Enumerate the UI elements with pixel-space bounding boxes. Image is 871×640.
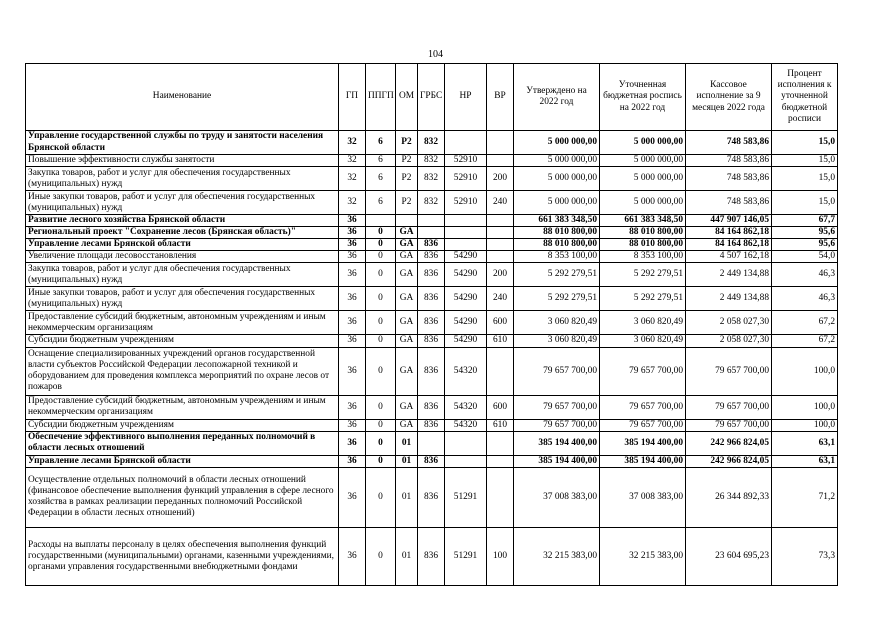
cell-vr: 100	[487, 527, 514, 585]
cell-refined: 3 060 820,49	[600, 311, 686, 335]
col-header-ppgp: ППГП	[366, 64, 396, 131]
cell-refined: 5 000 000,00	[600, 167, 686, 191]
cell-grbs: 836	[418, 419, 445, 431]
cell-nr: 54290	[445, 311, 487, 335]
cell-approved: 385 194 400,00	[514, 431, 600, 455]
cell-refined: 5 292 279,51	[600, 287, 686, 311]
cell-vr	[487, 431, 514, 455]
cell-vr	[487, 215, 514, 227]
col-header-cash: Кассовое исполнение за 9 месяцев 2022 года	[686, 64, 772, 131]
cell-approved: 79 657 700,00	[514, 419, 600, 431]
col-header-grbs: ГРБС	[418, 64, 445, 131]
table-row	[26, 251, 838, 263]
cell-percent: 100,0	[772, 419, 838, 431]
cell-vr	[487, 155, 514, 167]
cell-om: GA	[396, 263, 418, 287]
col-header-vr: ВР	[487, 64, 514, 131]
cell-vr	[487, 455, 514, 467]
cell-name: Субсидии бюджетным учреждениям	[26, 335, 339, 347]
cell-refined: 3 060 820,49	[600, 335, 686, 347]
cell-nr	[445, 431, 487, 455]
cell-ppgp	[366, 215, 396, 227]
cell-refined: 661 383 348,50	[600, 215, 686, 227]
cell-gp: 36	[339, 239, 366, 251]
cell-name: Закупка товаров, работ и услуг для обеспечения государственных (муниципальных) нужд	[26, 167, 339, 191]
cell-name: Предоставление субсидий бюджетным, автономным учреждениям и иным некоммерческим организациям	[26, 311, 339, 335]
cell-cash: 2 058 027,30	[686, 335, 772, 347]
cell-name: Управление государственной службы по труду и занятости населения Брянской области	[26, 131, 339, 155]
cell-name: Иные закупки товаров, работ и услуг для обеспечения государственных (муниципальных) нужд	[26, 191, 339, 215]
cell-refined: 5 000 000,00	[600, 191, 686, 215]
table-row	[26, 191, 838, 215]
cell-vr	[487, 239, 514, 251]
cell-approved: 3 060 820,49	[514, 311, 600, 335]
budget-table	[25, 63, 838, 586]
table-row	[26, 227, 838, 239]
cell-percent: 46,3	[772, 287, 838, 311]
table-row	[26, 335, 838, 347]
cell-ppgp: 0	[366, 455, 396, 467]
cell-approved: 32 215 383,00	[514, 527, 600, 585]
cell-percent: 95,6	[772, 227, 838, 239]
cell-vr: 200	[487, 263, 514, 287]
cell-cash: 2 058 027,30	[686, 311, 772, 335]
cell-name: Развитие лесного хозяйства Брянской области	[26, 215, 339, 227]
cell-nr: 54290	[445, 251, 487, 263]
cell-gp: 36	[339, 287, 366, 311]
cell-refined: 32 215 383,00	[600, 527, 686, 585]
cell-name: Управление лесами Брянской области	[26, 239, 339, 251]
cell-approved: 79 657 700,00	[514, 347, 600, 395]
cell-grbs	[418, 227, 445, 239]
cell-percent: 73,3	[772, 527, 838, 585]
cell-ppgp: 0	[366, 527, 396, 585]
table-row	[26, 131, 838, 155]
cell-cash: 748 583,86	[686, 131, 772, 155]
cell-percent: 67,2	[772, 311, 838, 335]
cell-grbs: 832	[418, 191, 445, 215]
cell-gp: 36	[339, 335, 366, 347]
cell-vr: 240	[487, 287, 514, 311]
cell-grbs: 836	[418, 239, 445, 251]
cell-vr	[487, 131, 514, 155]
cell-om: 01	[396, 527, 418, 585]
cell-nr: 52910	[445, 167, 487, 191]
cell-refined: 5 000 000,00	[600, 155, 686, 167]
cell-name: Предоставление субсидий бюджетным, автономным учреждениям и иным некоммерческим организациям	[26, 395, 339, 419]
cell-gp: 32	[339, 155, 366, 167]
cell-nr	[445, 131, 487, 155]
col-header-refined: Уточненная бюджетная роспись на 2022 год	[600, 64, 686, 131]
cell-refined: 385 194 400,00	[600, 431, 686, 455]
cell-om: GA	[396, 251, 418, 263]
col-header-gp: ГП	[339, 64, 366, 131]
cell-refined: 5 292 279,51	[600, 263, 686, 287]
cell-vr: 600	[487, 395, 514, 419]
cell-name: Обеспечение эффективного выполнения переданных полномочий в области лесных отношений	[26, 431, 339, 455]
cell-ppgp: 0	[366, 431, 396, 455]
table-row	[26, 311, 838, 335]
cell-approved: 5 000 000,00	[514, 131, 600, 155]
cell-percent: 46,3	[772, 263, 838, 287]
cell-grbs: 836	[418, 335, 445, 347]
cell-percent: 63,1	[772, 431, 838, 455]
table-row	[26, 467, 838, 527]
cell-ppgp: 0	[366, 263, 396, 287]
cell-gp: 36	[339, 455, 366, 467]
cell-name: Оснащение специализированных учреждений органов государственной власти субъектов Российской Федерации лесопожарной техникой и оборудованием для проведения комплекса мероприятий по охране лесов от пожаров	[26, 347, 339, 395]
cell-gp: 36	[339, 347, 366, 395]
cell-refined: 88 010 800,00	[600, 239, 686, 251]
cell-grbs: 836	[418, 347, 445, 395]
table-row	[26, 395, 838, 419]
cell-percent: 63,1	[772, 455, 838, 467]
cell-cash: 84 164 862,18	[686, 227, 772, 239]
cell-vr: 600	[487, 311, 514, 335]
cell-grbs: 836	[418, 287, 445, 311]
cell-refined: 385 194 400,00	[600, 455, 686, 467]
cell-gp: 32	[339, 167, 366, 191]
cell-gp: 36	[339, 527, 366, 585]
cell-om: P2	[396, 155, 418, 167]
cell-vr	[487, 227, 514, 239]
cell-percent: 15,0	[772, 155, 838, 167]
cell-grbs: 836	[418, 467, 445, 527]
cell-nr: 54320	[445, 347, 487, 395]
cell-om: GA	[396, 239, 418, 251]
cell-nr: 54290	[445, 335, 487, 347]
cell-percent: 67,7	[772, 215, 838, 227]
cell-ppgp: 6	[366, 167, 396, 191]
cell-nr: 51291	[445, 527, 487, 585]
cell-gp: 36	[339, 431, 366, 455]
cell-vr: 200	[487, 167, 514, 191]
cell-om: 01	[396, 467, 418, 527]
cell-om: P2	[396, 131, 418, 155]
cell-vr	[487, 347, 514, 395]
cell-cash: 23 604 695,23	[686, 527, 772, 585]
col-header-percent: Процент исполнения к уточненной бюджетной росписи	[772, 64, 838, 131]
table-row	[26, 167, 838, 191]
cell-nr	[445, 239, 487, 251]
cell-name: Увеличение площади лесовосстановления	[26, 251, 339, 263]
cell-ppgp: 0	[366, 251, 396, 263]
cell-approved: 88 010 800,00	[514, 227, 600, 239]
cell-gp: 36	[339, 419, 366, 431]
cell-percent: 67,2	[772, 335, 838, 347]
cell-ppgp: 0	[366, 467, 396, 527]
cell-cash: 748 583,86	[686, 167, 772, 191]
col-header-name: Наименование	[26, 64, 339, 131]
cell-approved: 79 657 700,00	[514, 395, 600, 419]
cell-grbs: 836	[418, 527, 445, 585]
col-header-nr: НР	[445, 64, 487, 131]
cell-refined: 79 657 700,00	[600, 347, 686, 395]
table-row	[26, 527, 838, 585]
cell-name: Закупка товаров, работ и услуг для обеспечения государственных (муниципальных) нужд	[26, 263, 339, 287]
cell-vr	[487, 251, 514, 263]
cell-om	[396, 215, 418, 227]
cell-gp: 36	[339, 467, 366, 527]
cell-om: 01	[396, 455, 418, 467]
cell-cash: 2 449 134,88	[686, 263, 772, 287]
cell-grbs: 832	[418, 167, 445, 191]
cell-grbs: 832	[418, 131, 445, 155]
cell-name: Повышение эффективности службы занятости	[26, 155, 339, 167]
table-row	[26, 287, 838, 311]
header-row	[26, 64, 838, 131]
cell-grbs: 836	[418, 455, 445, 467]
cell-approved: 5 000 000,00	[514, 155, 600, 167]
cell-gp: 36	[339, 311, 366, 335]
table-row	[26, 263, 838, 287]
cell-refined: 37 008 383,00	[600, 467, 686, 527]
cell-percent: 100,0	[772, 347, 838, 395]
cell-vr: 610	[487, 335, 514, 347]
cell-approved: 5 000 000,00	[514, 191, 600, 215]
table-row	[26, 419, 838, 431]
cell-nr	[445, 455, 487, 467]
cell-name: Управление лесами Брянской области	[26, 455, 339, 467]
cell-percent: 71,2	[772, 467, 838, 527]
cell-approved: 5 292 279,51	[514, 263, 600, 287]
table-row	[26, 215, 838, 227]
cell-approved: 37 008 383,00	[514, 467, 600, 527]
cell-om: P2	[396, 191, 418, 215]
cell-om: GA	[396, 227, 418, 239]
cell-cash: 2 449 134,88	[686, 287, 772, 311]
table-row	[26, 155, 838, 167]
cell-nr: 54320	[445, 419, 487, 431]
cell-gp: 36	[339, 215, 366, 227]
col-header-approved: Утверждено на 2022 год	[514, 64, 600, 131]
cell-vr: 240	[487, 191, 514, 215]
cell-cash: 447 907 146,05	[686, 215, 772, 227]
cell-refined: 8 353 100,00	[600, 251, 686, 263]
cell-gp: 36	[339, 395, 366, 419]
cell-approved: 3 060 820,49	[514, 335, 600, 347]
cell-nr: 54320	[445, 395, 487, 419]
cell-percent: 54,0	[772, 251, 838, 263]
cell-approved: 88 010 800,00	[514, 239, 600, 251]
cell-name: Расходы на выплаты персоналу в целях обеспечения выполнения функций государственными (муниципальными) органами, казенными учреждениями, органами управления государственными внебюджетными фондами	[26, 527, 339, 585]
cell-nr: 51291	[445, 467, 487, 527]
cell-om: GA	[396, 347, 418, 395]
cell-percent: 15,0	[772, 131, 838, 155]
cell-refined: 79 657 700,00	[600, 395, 686, 419]
cell-om: 01	[396, 431, 418, 455]
table-row	[26, 455, 838, 467]
cell-ppgp: 0	[366, 419, 396, 431]
cell-approved: 385 194 400,00	[514, 455, 600, 467]
cell-grbs: 836	[418, 395, 445, 419]
cell-cash: 79 657 700,00	[686, 419, 772, 431]
cell-gp: 36	[339, 227, 366, 239]
table-row	[26, 431, 838, 455]
cell-cash: 4 507 162,18	[686, 251, 772, 263]
cell-om: P2	[396, 167, 418, 191]
cell-ppgp: 0	[366, 335, 396, 347]
col-header-om: ОМ	[396, 64, 418, 131]
cell-om: GA	[396, 311, 418, 335]
cell-approved: 5 292 279,51	[514, 287, 600, 311]
cell-percent: 95,6	[772, 239, 838, 251]
cell-refined: 79 657 700,00	[600, 419, 686, 431]
cell-name: Субсидии бюджетным учреждениям	[26, 419, 339, 431]
cell-gp: 32	[339, 191, 366, 215]
cell-nr: 52910	[445, 191, 487, 215]
cell-ppgp: 0	[366, 287, 396, 311]
cell-ppgp: 6	[366, 155, 396, 167]
cell-gp: 36	[339, 263, 366, 287]
cell-cash: 79 657 700,00	[686, 395, 772, 419]
cell-vr: 610	[487, 419, 514, 431]
cell-approved: 661 383 348,50	[514, 215, 600, 227]
cell-ppgp: 0	[366, 239, 396, 251]
cell-ppgp: 0	[366, 395, 396, 419]
cell-om: GA	[396, 287, 418, 311]
cell-grbs	[418, 215, 445, 227]
cell-grbs: 836	[418, 251, 445, 263]
cell-om: GA	[396, 395, 418, 419]
cell-ppgp: 6	[366, 131, 396, 155]
cell-gp: 36	[339, 251, 366, 263]
cell-refined: 5 000 000,00	[600, 131, 686, 155]
cell-percent: 100,0	[772, 395, 838, 419]
cell-cash: 84 164 862,18	[686, 239, 772, 251]
cell-ppgp: 6	[366, 191, 396, 215]
cell-ppgp: 0	[366, 227, 396, 239]
cell-cash: 242 966 824,05	[686, 455, 772, 467]
table-row	[26, 239, 838, 251]
page-number: 104	[428, 49, 443, 60]
cell-grbs: 832	[418, 155, 445, 167]
cell-name: Иные закупки товаров, работ и услуг для обеспечения государственных (муниципальных) нужд	[26, 287, 339, 311]
cell-gp: 32	[339, 131, 366, 155]
cell-name: Региональный проект "Сохранение лесов (Брянская область)"	[26, 227, 339, 239]
cell-nr	[445, 227, 487, 239]
table-row	[26, 347, 838, 395]
cell-percent: 15,0	[772, 167, 838, 191]
cell-refined: 88 010 800,00	[600, 227, 686, 239]
cell-nr: 54290	[445, 263, 487, 287]
cell-grbs: 836	[418, 311, 445, 335]
cell-ppgp: 0	[366, 311, 396, 335]
cell-nr	[445, 215, 487, 227]
cell-cash: 79 657 700,00	[686, 347, 772, 395]
cell-cash: 748 583,86	[686, 155, 772, 167]
cell-grbs: 836	[418, 263, 445, 287]
cell-approved: 5 000 000,00	[514, 167, 600, 191]
cell-cash: 242 966 824,05	[686, 431, 772, 455]
cell-om: GA	[396, 419, 418, 431]
cell-cash: 26 344 892,33	[686, 467, 772, 527]
cell-approved: 8 353 100,00	[514, 251, 600, 263]
cell-vr	[487, 467, 514, 527]
cell-ppgp: 0	[366, 347, 396, 395]
cell-cash: 748 583,86	[686, 191, 772, 215]
cell-name: Осуществление отдельных полномочий в области лесных отношений (финансовое обеспечение выполнения функций управления в сфере лесного хозяйства в рамках реализации переданных полномочий Российской Федерации в области лесных отношений)	[26, 467, 339, 527]
cell-grbs	[418, 431, 445, 455]
cell-om: GA	[396, 335, 418, 347]
cell-nr: 52910	[445, 155, 487, 167]
cell-percent: 15,0	[772, 191, 838, 215]
cell-nr: 54290	[445, 287, 487, 311]
